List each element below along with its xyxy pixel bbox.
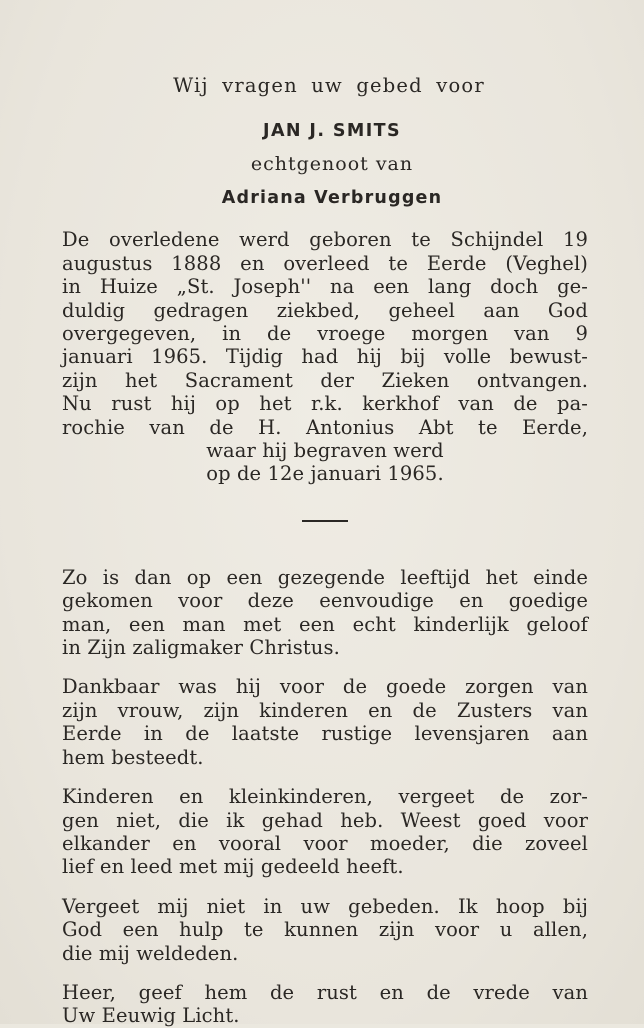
deceased-name: JAN J. SMITS [263, 120, 401, 141]
bio-line: Nu rust hij op het r.k. kerkhof van de pa- [62, 392, 588, 416]
paragraph-line: God een hulp te kunnen zijn voor u allen, [62, 918, 588, 942]
bio-line: op de 12e januari 1965. [206, 462, 444, 486]
paragraph-line: Uw Eeuwig Licht. [62, 1004, 240, 1028]
paragraph-line: elkander en vooral voor moeder, die zoveel [62, 831, 588, 855]
paragraph-line: gekomen voor deze eenvoudige en goedige [62, 589, 588, 613]
paragraph-gratitude [62, 675, 588, 769]
paragraph-line: Vergeet mij niet in uw gebeden. Ik hoop bij [62, 894, 588, 918]
intro-line: Wij vragen uw gebed voor [173, 74, 485, 97]
paragraph-line: Zo is dan op een gezegende leeftijd het einde [62, 565, 588, 589]
paragraph-prayer [62, 895, 588, 965]
spouse-label: echtgenoot van [250, 153, 414, 176]
bio-line: in Huize „St. Joseph'' na een lang doch ge- [62, 275, 588, 299]
bio-line: overgegeven, in de vroege morgen van 9 [62, 322, 588, 345]
bio-line: januari 1965. Tijdig had hij bij volle bewust- [62, 345, 588, 369]
bio-line: duldig gedragen ziekbed, geheel aan God [62, 298, 588, 322]
spouse-name: Adriana Verbruggen [221, 187, 443, 208]
bio-line: augustus 1888 en overleed te Eerde (Veghel) [62, 251, 588, 275]
paragraph-line: Eerde in de laatste rustige levensjaren aan [62, 722, 588, 746]
paragraph-line: man, een man met een echt kinderlijk geloof [62, 612, 588, 636]
paragraph-closing [62, 981, 588, 1028]
biography [62, 228, 588, 485]
paragraph-line: lief en leed met mij gedeeld heeft. [62, 855, 404, 879]
bio-line: De overledene werd geboren te Schijndel 19 [62, 228, 588, 252]
bio-line: rochie van de H. Antonius Abt te Eerde, [62, 415, 588, 439]
divider [302, 520, 348, 522]
paragraph-line: die mij weldeden. [62, 941, 239, 965]
paragraph-line: hem besteedt. [62, 745, 204, 769]
paragraph-line: zijn vrouw, zijn kinderen en de Zusters van [62, 698, 588, 722]
paragraph-line: Heer, geef hem de rust en de vrede van [62, 980, 588, 1004]
bio-line: zijn het Sacrament der Zieken ontvangen. [62, 368, 588, 392]
bio-line: waar hij begraven werd [206, 439, 444, 463]
paragraph-life [62, 566, 588, 660]
paragraph-children [62, 785, 588, 879]
paragraph-line: in Zijn zaligmaker Christus. [62, 636, 340, 660]
paragraph-line: gen niet, die ik gehad heb. Weest goed voor [62, 808, 588, 832]
paragraph-line: Kinderen en kleinkinderen, vergeet de zor- [62, 785, 588, 809]
paragraph-line: Dankbaar was hij voor de goede zorgen van [62, 675, 588, 699]
